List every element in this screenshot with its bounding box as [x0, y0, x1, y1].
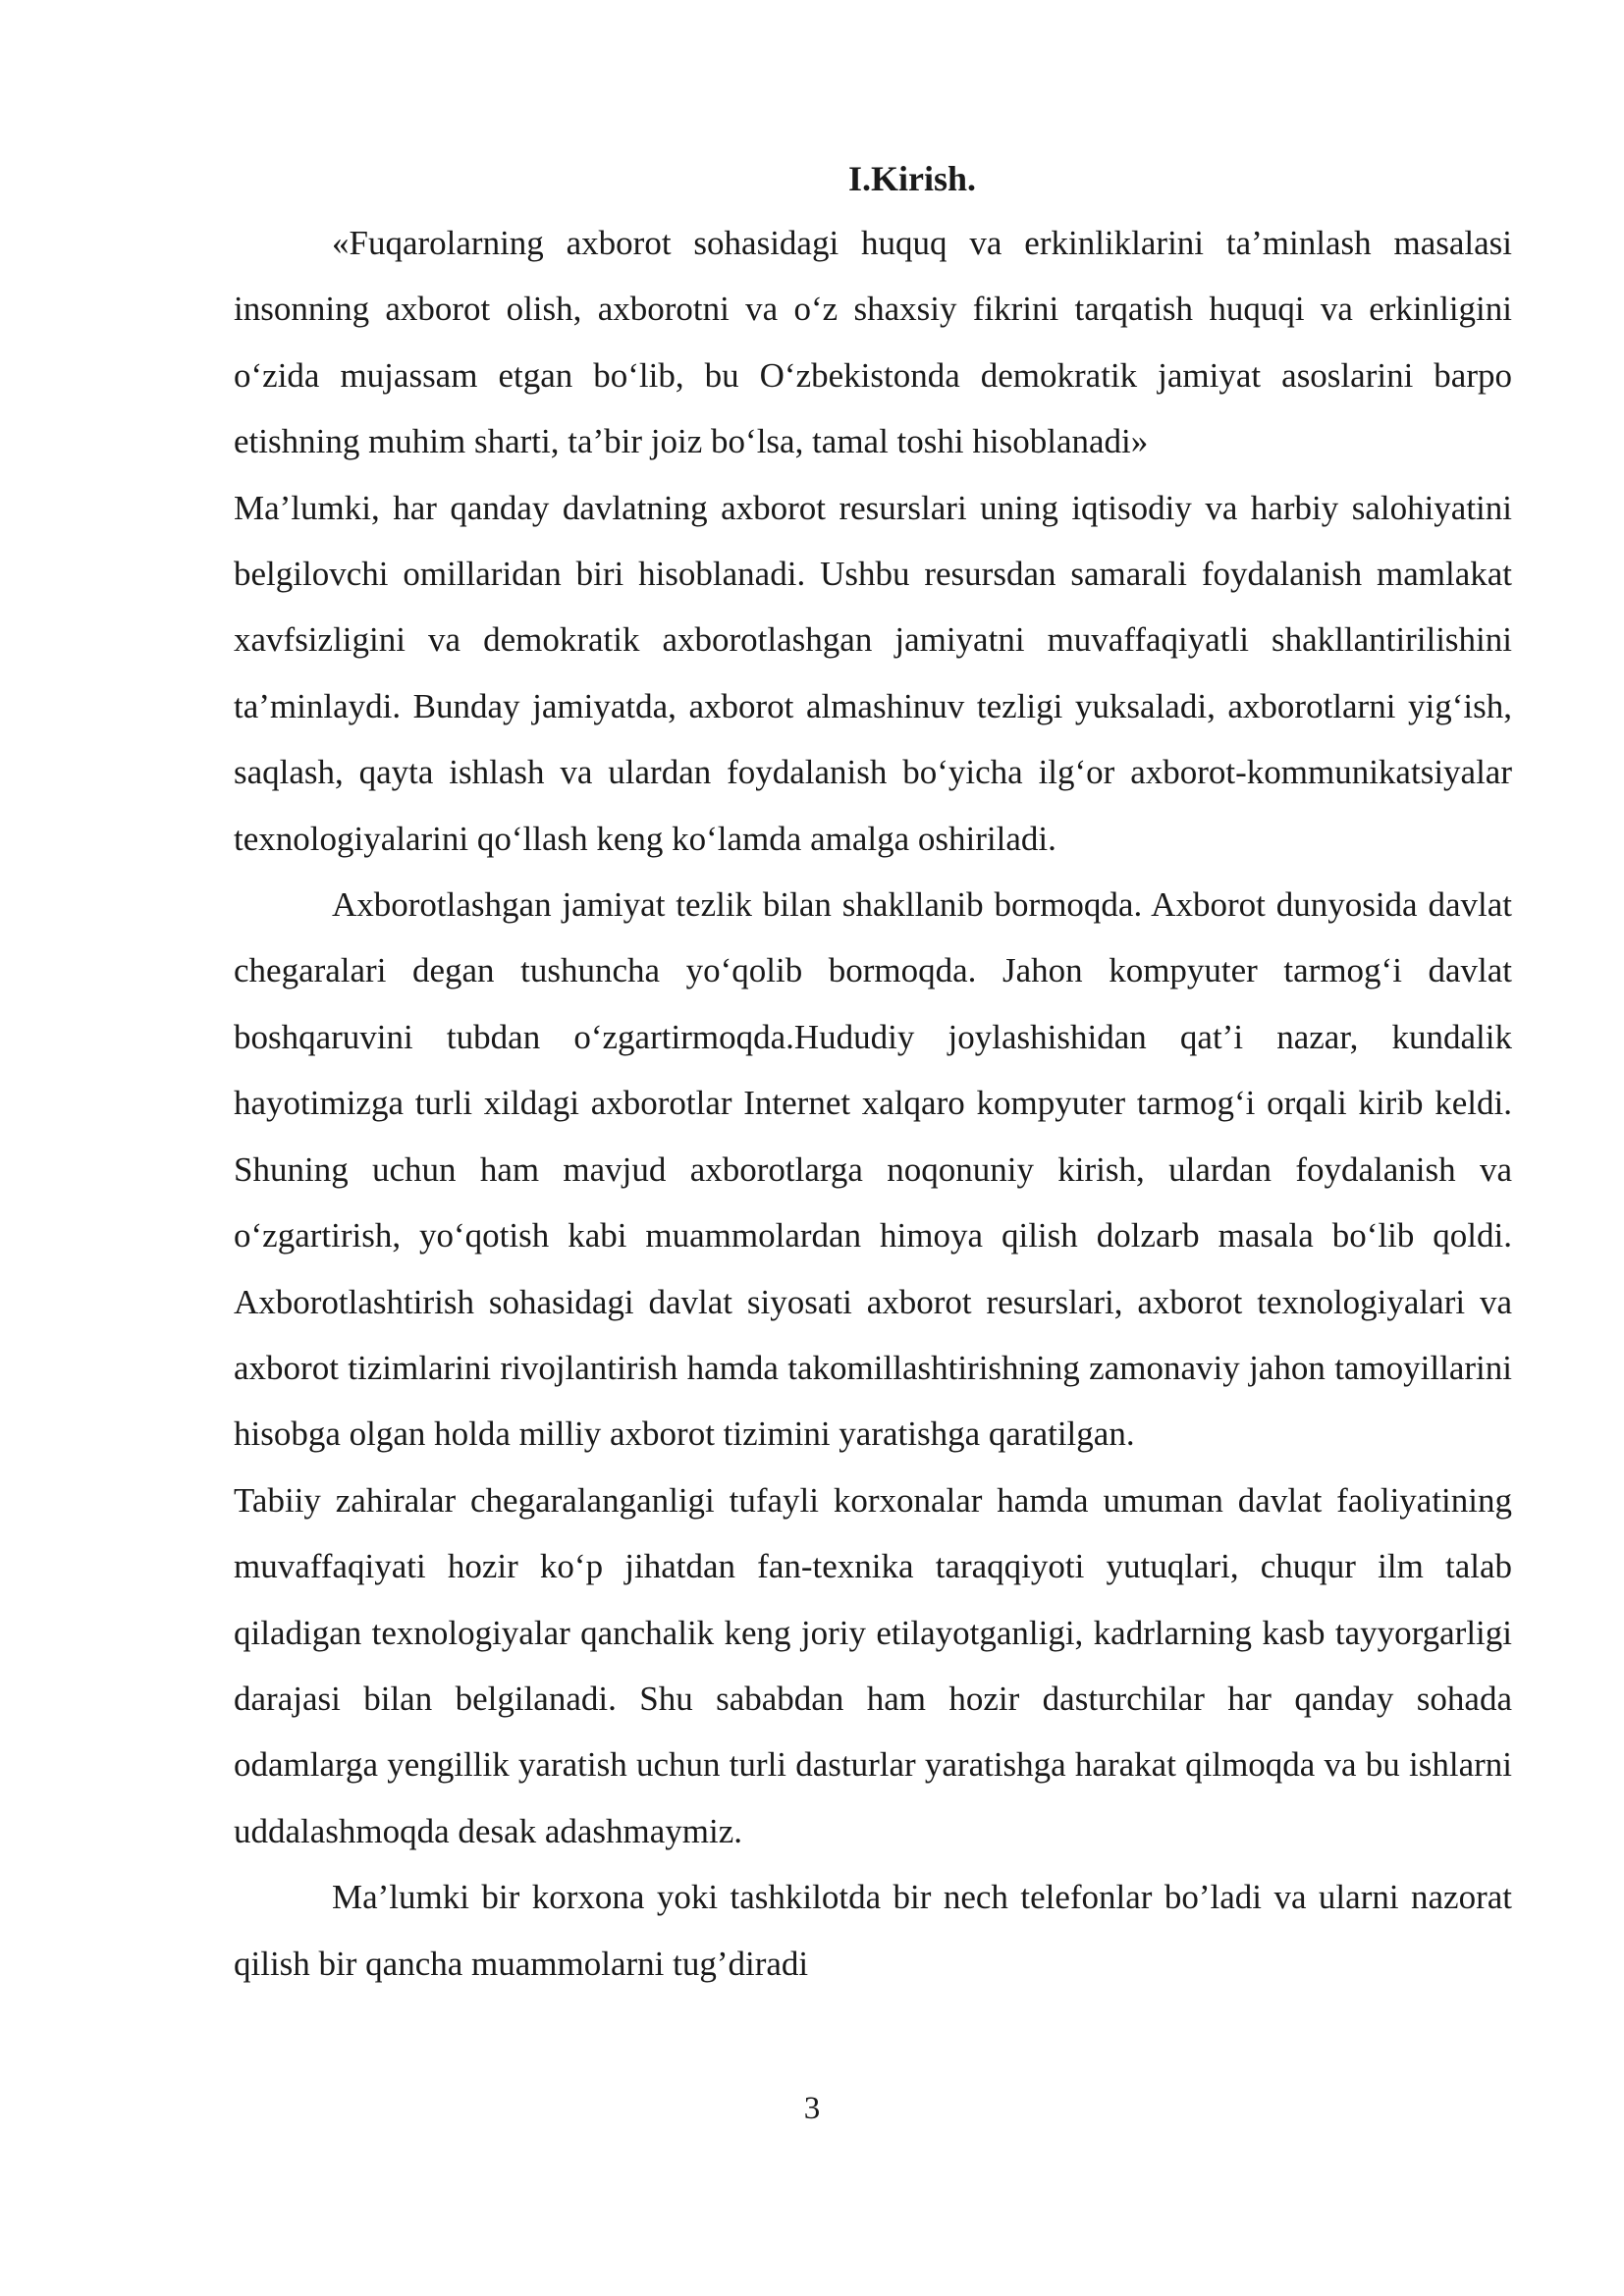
section-title: I.Kirish.: [847, 159, 977, 198]
paragraph-resources: Ma’lumki, har qanday davlatning axborot resurslari uning iqtisodiy va harbiy salohiyatini belgilovchi omillaridan biri hisoblanadi. Ushbu resursdan samarali foydalanish mamlakat xavfsizligini va demokratik axborotlashgan jamiyatni muvaffaqiyatli shakllantirilishini ta’minlaydi. Bunday jamiyatda, axborot almashinuv tezligi yuksaladi, axborotlarni yig‘ish, saqlash, qayta ishlash va ulardan foydalanish bo‘yicha ilg‘or axborot-kommunikatsiyalar texnologiyalarini qo‘llash keng ko‘lamda amalga oshiriladi.: [234, 488, 1512, 858]
paragraph-quote: «Fuqarolarning axborot sohasidagi huquq va erkinliklarini ta’minlash masalasi insonning axborot olish, axborotni va o‘z shaxsiy fikrini tarqatish huquqi va erkinligini o‘zida mujassam etgan bo‘lib, bu O‘zbekistonda demokratik jamiyat asoslarini barpo etishning muhim sharti, ta’bir joiz bo‘lsa, tamal toshi hisoblanadi»: [234, 224, 1512, 461]
page-number: 3: [803, 2091, 821, 2126]
paragraph-information-society: Axborotlashgan jamiyat tezlik bilan shakllanib bormoqda. Axborot dunyosida davlat chegaralari degan tushuncha yo‘qolib bormoqda. Jahon kompyuter tarmog‘i davlat boshqaruvini tubdan o‘zgartirmoqda.Hududiy joylashishidan qat’i nazar, kundalik hayotimizga turli xildagi axborotlar Internet xalqaro kompyuter tarmog‘i orqali kirib keldi. Shuning uchun ham mavjud axborotlarga noqonuniy kirish, ulardan foydalanish va o‘zgartirish, yo‘qotish kabi muammolardan himoya qilish dolzarb masala bo‘lib qoldi. Axborotlashtirish sohasidagi davlat siyosati axborot resurslari, axborot texnologiyalari va axborot tizimlarini rivojlantirish hamda takomillashtirishning zamonaviy jahon tamoyillarini hisobga olgan holda milliy axborot tizimini yaratishga qaratilgan.: [234, 885, 1512, 1454]
paragraph-telephones: Ma’lumki bir korxona yoki tashkilotda bir nech telefonlar bo’ladi va ularni nazorat qilish bir qancha muammolarni tug’diradi: [234, 1878, 1512, 1983]
paragraph-natural-reserves: Tabiiy zahiralar chegaralanganligi tufayli korxonalar hamda umuman davlat faoliyatining muvaffaqiyati hozir ko‘p jihatdan fan-texnika taraqqiyoti yutuqlari, chuqur ilm talab qiladigan texnologiyalar qanchalik keng joriy etilayotganligi, kadrlarning kasb tayyorgarligi darajasi bilan belgilanadi. Shu sababdan ham hozir dasturchilar har qanday sohada odamlarga yengillik yaratish uchun turli dasturlar yaratishga harakat qilmoqda va bu ishlarni uddalashmoqda desak adashmaymiz.: [234, 1480, 1512, 1850]
document-body: [234, 147, 1512, 1997]
